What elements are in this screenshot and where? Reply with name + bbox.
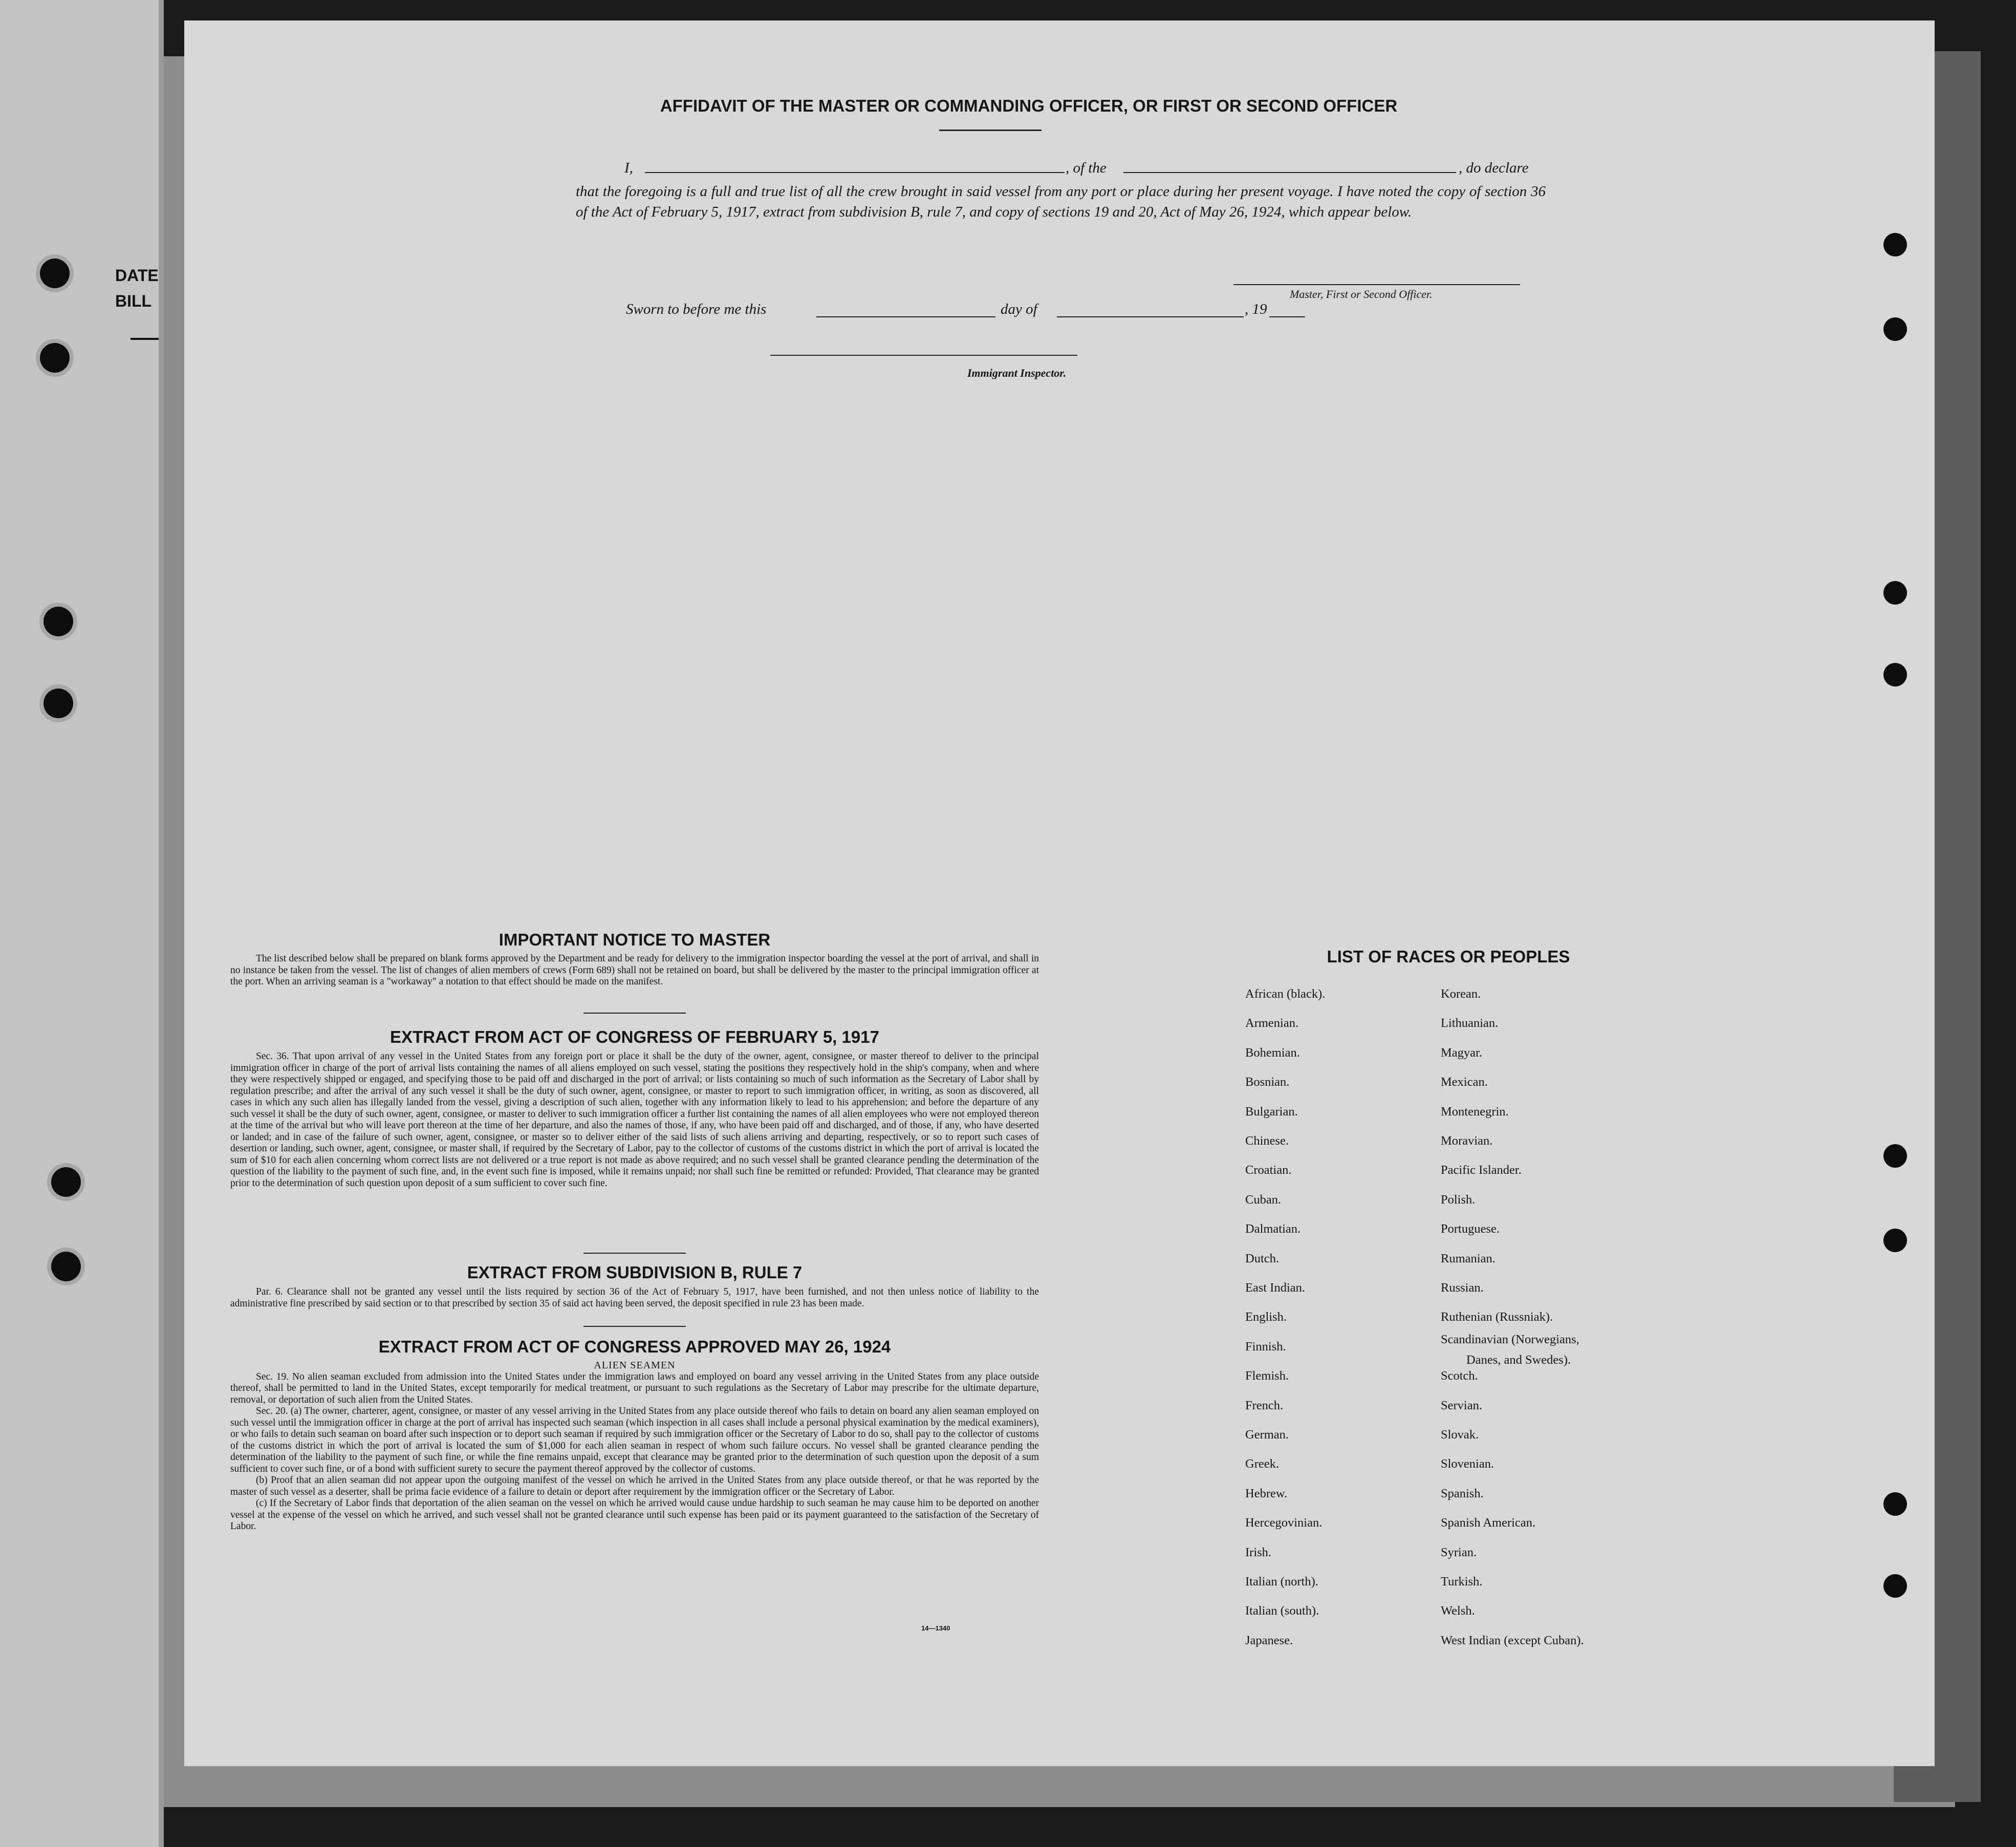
- stub-date-label: DATE: [115, 266, 159, 285]
- punch-hole: [1883, 1492, 1907, 1516]
- race-item: Scandinavian (Norwegians,: [1441, 1332, 1579, 1346]
- stub-rule: [131, 338, 159, 340]
- race-item: Hebrew.: [1245, 1486, 1288, 1500]
- race-item: Pacific Islander.: [1441, 1163, 1522, 1177]
- punch-hole: [1883, 1229, 1907, 1252]
- race-item: Korean.: [1441, 987, 1481, 1001]
- affidavit-of-the-label: , of the: [1066, 160, 1107, 176]
- race-item: Spanish.: [1441, 1486, 1484, 1500]
- race-item: Portuguese.: [1441, 1222, 1500, 1236]
- race-item: Croatian.: [1245, 1163, 1292, 1177]
- race-item: Italian (south).: [1245, 1604, 1319, 1618]
- master-caption: Master, First or Second Officer.: [1290, 288, 1433, 300]
- race-item: Bohemian.: [1245, 1045, 1300, 1060]
- punch-hole: [1883, 663, 1907, 686]
- section-rule: [583, 1253, 686, 1254]
- rule-7-title: EXTRACT FROM SUBDIVISION B, RULE 7: [467, 1263, 803, 1282]
- sec-36-text: Sec. 36. That upon arrival of any vessel in the United States from any foreign port or place it shall be the duty of the owner, agent, consignee, or master thereof to deliver to the principal immigration officer in charge of the port of arrival lists containing the names of all aliens employed on such vessel, stating the positions they respectively hold in the ship's company, when and where they were respectively shipped or engaged, and specifying those to be paid off and discharged in the port of arrival; or lists containing so much of such information as the Secretary of Labor shall by regulation prescribe; and after the arrival of any such vessel it shall be the duty of such owner, agent, consignee, or master to report to such immigration officer, in writing, as soon as discovered, all cases in which any such alien has illegally landed from the vessel, giving a description of such alien, together with any information likely to lead to his apprehension; and before the departure of any such vessel it shall be the duty of such owner, agent, consignee, or master to deliver to such immigration officer a further list containing the names of all alien employees who were not employed thereon at the time of the arrival but who will leave port thereon at the time of her departure, and also the names of those, if any, who have been paid off and discharged, and of those, if any, who have deserted or landed; and in case of the failure of such owner, agent, consignee, or master so to deliver either of the said lists of such aliens arriving and departing, respectively, or so to report such cases of desertion or landing, such owner, agent, consignee, or master shall, if required by the Secretary of Labor, pay to the collector of customs of the customs district in which the port of arrival is located the sum of $10 for each alien concerning whom correct lists are not delivered or a true report is not made as above required; and no such vessel shall be granted clearance pending the determination of the question of the liability to the payment of such fine, and, in the event such fine is imposed, while it remains unpaid; nor shall such fine be remitted or refunded: Provided, That clearance may be granted prior to the determination of such question upon deposit of a sum sufficient to cover such fine.: [230, 1051, 1039, 1189]
- affidavit-title: AFFIDAVIT OF THE MASTER OR COMMANDING OFFICER, OR FIRST OR SECOND OFFICER: [660, 96, 1398, 115]
- race-item: Russian.: [1441, 1281, 1484, 1295]
- races-title: LIST OF RACES OR PEOPLES: [1327, 947, 1570, 966]
- race-item: Japanese.: [1245, 1633, 1293, 1647]
- master-signature-line[interactable]: [1233, 284, 1520, 285]
- punch-hole: [1883, 581, 1907, 605]
- day-of-label: day of: [1001, 301, 1037, 317]
- race-item: Scotch.: [1441, 1369, 1478, 1383]
- punch-hole: [1883, 233, 1907, 256]
- race-item: French.: [1245, 1398, 1284, 1412]
- race-item: Montenegrin.: [1441, 1104, 1509, 1119]
- extract-1917-body: [230, 1051, 1039, 1189]
- sworn-year-line[interactable]: [1269, 316, 1305, 317]
- vessel-field-line[interactable]: [1123, 172, 1456, 173]
- affidavit-i-label: I,: [624, 160, 633, 176]
- race-item: Danes, and Swedes).: [1466, 1352, 1571, 1367]
- section-rule: [583, 1013, 686, 1014]
- punch-hole: [40, 259, 70, 288]
- race-item: Rumanian.: [1441, 1251, 1495, 1265]
- race-item: Flemish.: [1245, 1369, 1289, 1383]
- race-item: Turkish.: [1441, 1575, 1483, 1588]
- race-item: East Indian.: [1245, 1281, 1306, 1295]
- extract-1924-title: EXTRACT FROM ACT OF CONGRESS APPROVED MAY 26, 1924: [378, 1337, 891, 1356]
- notice-title: IMPORTANT NOTICE TO MASTER: [498, 930, 771, 949]
- year-label: , 19: [1245, 301, 1267, 317]
- extract-1917-title: EXTRACT FROM ACT OF CONGRESS OF FEBRUARY 5, 1917: [390, 1027, 879, 1046]
- race-item: Magyar.: [1441, 1045, 1482, 1060]
- punch-hole: [44, 607, 73, 636]
- race-item: Italian (north).: [1245, 1575, 1318, 1588]
- left-binding-strip: [0, 0, 164, 1847]
- punch-hole: [51, 1252, 81, 1281]
- extract-1924-body: [230, 1360, 1039, 1533]
- inspector-caption: Immigrant Inspector.: [967, 367, 1067, 379]
- race-item: Armenian.: [1245, 1016, 1299, 1030]
- race-item: Welsh.: [1441, 1604, 1475, 1618]
- form-page: [184, 20, 1935, 1766]
- race-item: English.: [1245, 1310, 1287, 1324]
- race-item: Ruthenian (Russniak).: [1441, 1310, 1553, 1324]
- name-field-line[interactable]: [645, 172, 1065, 173]
- race-item: Dalmatian.: [1245, 1222, 1301, 1236]
- alien-seamen-subtitle: ALIEN SEAMEN: [594, 1360, 676, 1371]
- race-item: Chinese.: [1245, 1134, 1289, 1148]
- race-item: Moravian.: [1441, 1134, 1493, 1148]
- inspector-signature-line[interactable]: [770, 355, 1077, 356]
- race-item: Slovenian.: [1441, 1457, 1494, 1471]
- sec-20a-text: Sec. 20. (a) The owner, charterer, agent, consignee, or master of any vessel arriving in the United States from any place outside thereof who fails to detain on board any alien seaman employed on such vessel until the immigration officer in charge at the port of arrival has inspected such seaman (which inspection in all cases shall include a personal physical examination by the medical examiners), or who fails to detain such seaman on board after such inspection or to deport such seaman if required by such immigration officer or the Secretary of Labor to do so, shall pay to the collector of customs of the customs district in which the port of arrival is located the sum of $1,000 for each alien seaman in respect of whom such failure occurs. No vessel shall be granted clearance pending the determination of the liability to the payment of such fine, or while the fine remains unpaid, except that clearance may be granted prior to the determination of such question upon the deposit of a sum sufficient to cover such fine, or of a bond with sufficient surety to secure the payment thereof approved by the collector of customs.: [230, 1406, 1039, 1474]
- punch-hole: [1883, 317, 1907, 341]
- notice-paragraph: The list described below shall be prepared on blank forms approved by the Department and be ready for delivery to the immigration inspector boarding the vessel at the port of arrival, and shall in no instance be taken from the vessel. The list of changes of alien members of crews (Form 689) shall not be retained on board, but shall be delivered by the master to the principal immigration officer at the port. When an arriving seaman is a "workaway" a notation to that effect should be made on the manifest.: [230, 953, 1039, 987]
- race-item: Bosnian.: [1245, 1075, 1290, 1089]
- affidavit-body: that the foregoing is a full and true list of all the crew brought in said vessel from any port or place during her present voyage. I have noted the copy of section 36 of the Act of February 5, 1917, extract from subdivision B, rule 7, and copy of sections 19 and 20, Act of May 26, 1924, which appear below.: [576, 183, 1546, 220]
- race-item: Polish.: [1441, 1192, 1476, 1207]
- sec-20c-text: (c) If the Secretary of Labor finds that deportation of the alien seaman on the vessel on which he arrived would cause undue hardship to such seaman he may cause him to be deported on another vessel at the expense of the vessel on which he arrived, and such vessel shall not be granted clearance until such expense has been paid or its payment guaranteed to the satisfaction of the Secretary of Labor.: [230, 1498, 1039, 1532]
- sworn-month-line[interactable]: [1057, 316, 1244, 317]
- race-item: Spanish American.: [1441, 1516, 1536, 1530]
- race-item: Bulgarian.: [1245, 1104, 1298, 1119]
- title-rule: [939, 130, 1042, 131]
- stub-bill-label: BILL: [115, 292, 152, 310]
- race-item: African (black).: [1245, 987, 1326, 1001]
- race-item: Slovak.: [1441, 1428, 1479, 1442]
- notice-body: [230, 953, 1039, 988]
- race-item: Finnish.: [1245, 1339, 1286, 1354]
- sec-19-text: Sec. 19. No alien seaman excluded from admission into the United States under the immigration laws and employed on board any vessel arriving in the United States from any place outside thereof, shall be permitted to land in the United States, except temporarily for medical treatment, or pursuant to such regulations as the Secretary of Labor may prescribe for the ultimate departure, removal, or deportation of such alien from the United States.: [230, 1371, 1039, 1405]
- rule-7-body: [230, 1286, 1039, 1309]
- race-item: Irish.: [1245, 1545, 1272, 1559]
- race-item: Lithuanian.: [1441, 1016, 1499, 1030]
- punch-hole: [1883, 1144, 1907, 1168]
- sec-20b-text: (b) Proof that an alien seaman did not appear upon the outgoing manifest of the vessel on which he arrived in the United States from any place outside thereof, or that he was reported by the master of such vessel as a deserter, shall be prima facie evidence of a failure to detain or deport after requirement by the immigration officer or the Secretary of Labor.: [230, 1475, 1039, 1497]
- section-rule: [583, 1326, 686, 1327]
- race-item: Servian.: [1441, 1398, 1482, 1412]
- par-6-text: Par. 6. Clearance shall not be granted any vessel until the lists required by section 36 of the Act of February 5, 1917, have been furnished, and not then unless notice of liability to the administrative fine prescribed by said section or to that prescribed by section 35 of said act having been served, the deposit specified in rule 23 has been made.: [230, 1286, 1039, 1309]
- sworn-label: Sworn to before me this: [626, 301, 767, 317]
- race-item: Cuban.: [1245, 1192, 1282, 1207]
- race-item: German.: [1245, 1428, 1289, 1442]
- punch-hole: [40, 343, 70, 373]
- punch-hole: [44, 689, 73, 718]
- race-item: West Indian (except Cuban).: [1441, 1633, 1584, 1647]
- sworn-day-line[interactable]: [816, 316, 995, 317]
- race-item: Syrian.: [1441, 1545, 1477, 1559]
- punch-hole: [1883, 1574, 1907, 1598]
- punch-hole: [51, 1167, 81, 1197]
- form-code: 14—1340: [921, 1624, 950, 1632]
- race-item: Hercegovinian.: [1245, 1516, 1323, 1530]
- affidavit-declare-label: , do declare: [1459, 160, 1529, 176]
- race-item: Greek.: [1245, 1457, 1279, 1471]
- race-item: Mexican.: [1441, 1075, 1488, 1089]
- race-item: Dutch.: [1245, 1251, 1279, 1265]
